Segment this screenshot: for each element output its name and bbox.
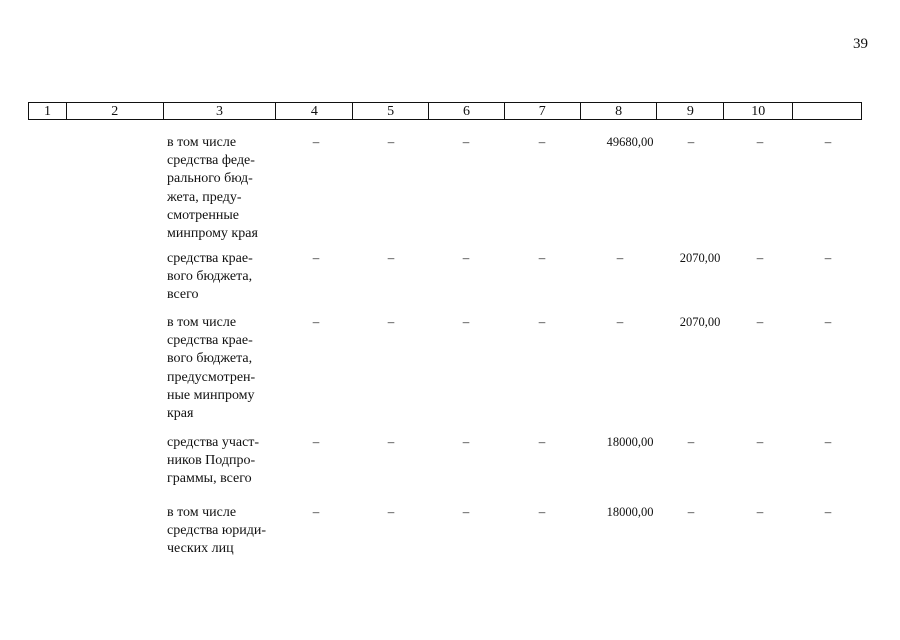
cell-col-9: – [687,434,695,449]
description-line: предусмотрен- [167,369,256,385]
cell-col-7: – [538,504,546,519]
description-line: ников Подпро- [167,453,256,469]
cell-col-8: – [616,250,624,265]
cell-col-11: – [824,250,832,265]
cell-col-8: 18000,00 [606,505,654,519]
description-line: средства крае- [167,251,253,266]
cell-col-4: – [312,250,320,265]
cell-col-6: – [462,314,470,329]
row-description [167,250,275,305]
cell-col-7: – [538,314,546,329]
description-line: средства феде- [167,153,255,169]
header-col-3: 3 [164,103,277,119]
description-line: всего [167,287,199,303]
cell-col-10: – [756,434,764,449]
cell-col-6: – [462,504,470,519]
cell-col-9: 2070,00 [679,315,721,329]
cell-col-4: – [312,504,320,519]
cell-col-9: – [687,504,695,519]
cell-col-11: – [824,434,832,449]
description-line: рального бюд- [167,171,253,187]
cell-col-5: – [387,434,395,449]
description-line: средства юриди- [167,523,267,539]
cell-col-8: – [616,314,624,329]
cell-col-5: – [387,250,395,265]
row-description [167,434,275,489]
cell-col-9: – [687,134,695,149]
header-col-2: 2 [67,103,164,119]
row-description [167,314,275,423]
header-col-7: 7 [505,103,581,119]
cell-col-6: – [462,134,470,149]
header-col-5: 5 [353,103,429,119]
header-col-9: 9 [657,103,724,119]
cell-col-4: – [312,434,320,449]
cell-col-10: – [756,250,764,265]
description-line: края [167,406,194,422]
cell-col-10: – [756,314,764,329]
row-description [167,504,275,559]
header-col-8: 8 [581,103,658,119]
description-line: средства участ- [167,435,260,450]
cell-col-11: – [824,314,832,329]
cell-col-4: – [312,134,320,149]
cell-col-8: 49680,00 [606,135,654,149]
cell-col-7: – [538,134,546,149]
description-line: средства крае- [167,333,253,349]
header-col-11 [793,103,861,119]
description-line: ческих лиц [167,541,234,557]
cell-col-10: – [756,134,764,149]
cell-col-8: 18000,00 [606,435,654,449]
cell-col-5: – [387,504,395,519]
cell-col-6: – [462,250,470,265]
row-description [167,134,275,243]
cell-col-9: 2070,00 [679,251,721,265]
cell-col-7: – [538,434,546,449]
description-line: ные минпрому [167,387,255,403]
cell-col-11: – [824,134,832,149]
table-header-row [28,102,862,120]
header-col-6: 6 [429,103,505,119]
description-line: смотренные [167,207,239,223]
header-col-10: 10 [724,103,793,119]
cell-col-5: – [387,314,395,329]
description-line: в том числе [167,315,237,330]
page-number: 39 [853,36,868,52]
cell-col-5: – [387,134,395,149]
description-line: вого бюджета, [167,351,253,367]
cell-col-4: – [312,314,320,329]
description-line: минпрому края [167,226,258,242]
cell-col-10: – [756,504,764,519]
header-col-1: 1 [29,103,67,119]
cell-col-11: – [824,504,832,519]
description-line: вого бюджета, [167,269,253,285]
description-line: в том числе [167,505,237,520]
description-line: в том числе [167,135,237,150]
cell-col-7: – [538,250,546,265]
cell-col-6: – [462,434,470,449]
description-line: жета, преду- [167,189,242,205]
header-col-4: 4 [276,103,353,119]
description-line: граммы, всего [167,471,252,487]
